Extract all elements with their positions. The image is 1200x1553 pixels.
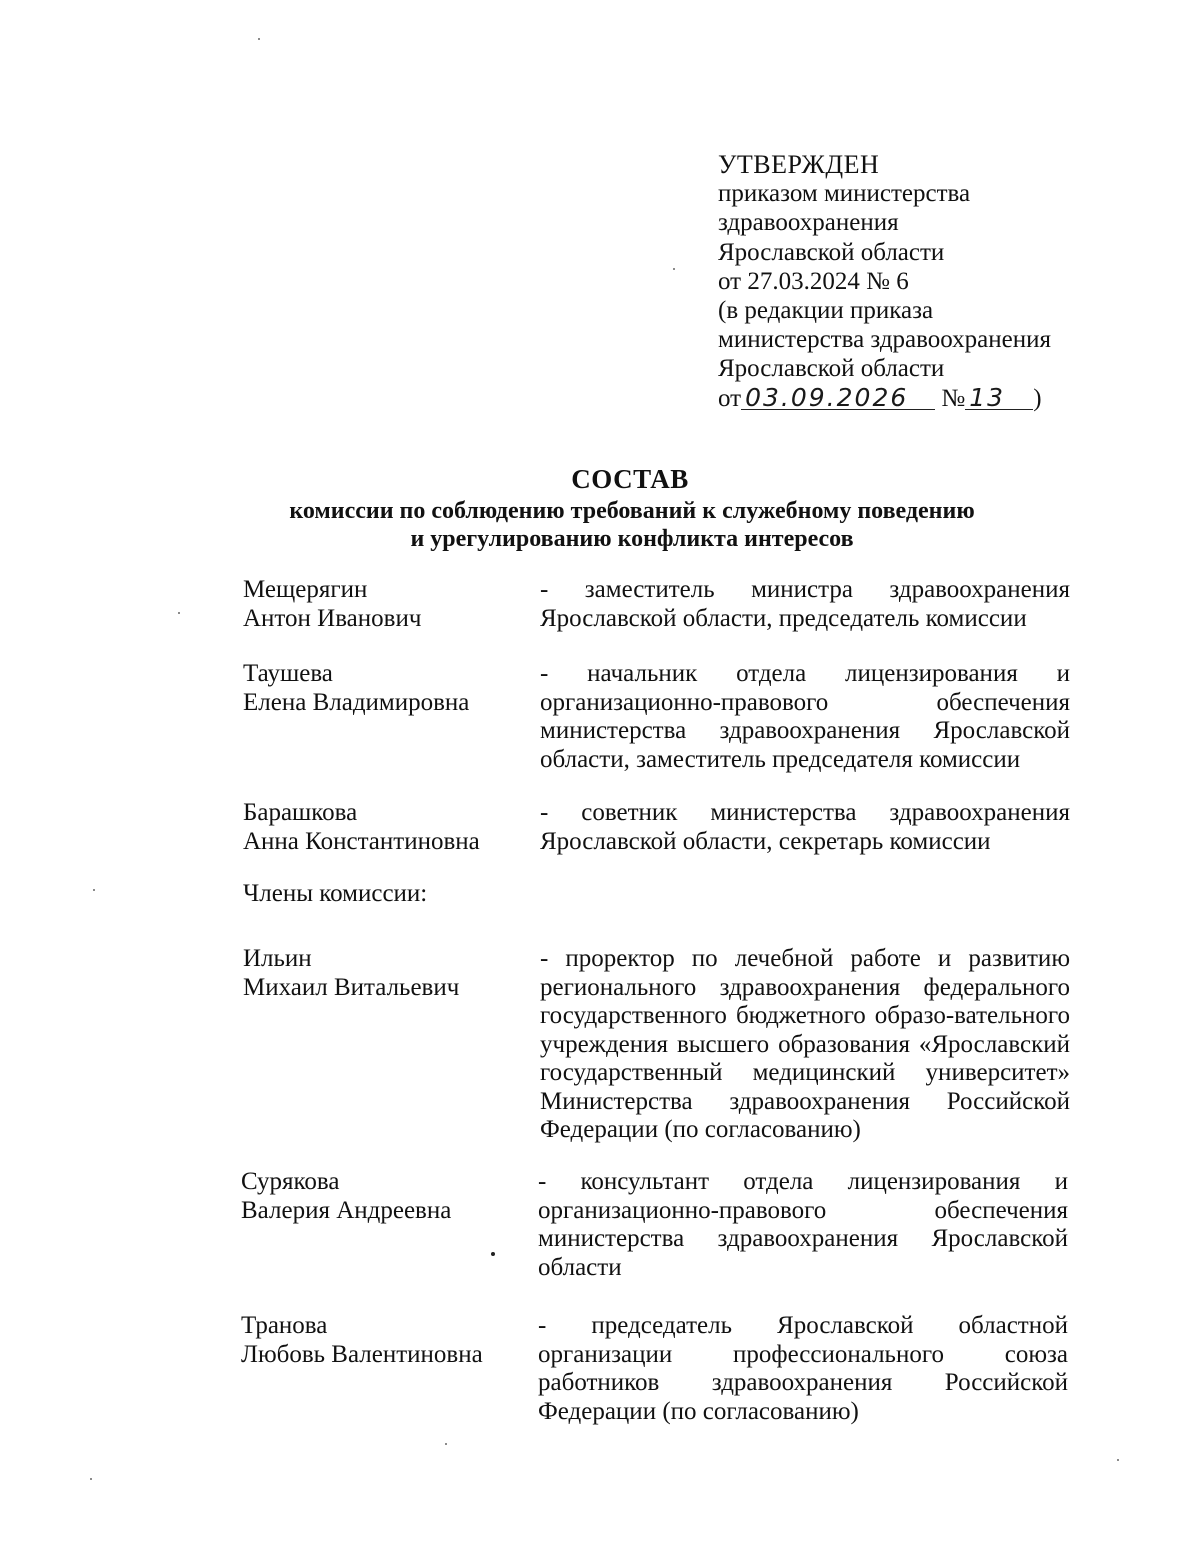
scan-speck xyxy=(178,612,180,614)
amendment-prefix: от xyxy=(718,384,742,412)
handwritten-date: 03.09.2026 xyxy=(741,387,935,410)
scan-speck xyxy=(445,1443,447,1445)
person-given-names: Валерия Андреевна xyxy=(241,1196,452,1224)
handwritten-number: 13 xyxy=(965,387,1033,410)
person-role: - председатель Ярославской областной организации профессионального союза работников здравоохранения Российской Федерации (по согласованию) xyxy=(538,1312,1068,1425)
scan-speck xyxy=(1117,1459,1119,1461)
person-surname: Сурякова xyxy=(241,1168,340,1195)
scan-speck xyxy=(90,1478,92,1480)
amendment-line xyxy=(718,384,1138,413)
approval-line-3: Ярославской области xyxy=(718,238,945,266)
person-name xyxy=(241,1168,531,1225)
approval-line-6: министерства здравоохранения xyxy=(718,326,1051,354)
approval-line-5: (в редакции приказа xyxy=(718,297,934,325)
person-role: - начальник отдела лицензирования и организационно-правового обеспечения министерства здравоохранения Ярославской области, заместитель председателя комиссии xyxy=(540,660,1070,773)
approval-title: УТВЕРЖДЕН xyxy=(718,150,880,179)
scan-speck xyxy=(491,1252,495,1256)
scan-speck xyxy=(673,268,675,270)
person-given-names: Анна Константиновна xyxy=(243,827,480,855)
person-role: - заместитель министра здравоохранения Ярославской области, председатель комиссии xyxy=(540,576,1070,632)
approval-line-1: приказом министерства xyxy=(718,180,971,208)
person-surname: Барашкова xyxy=(243,799,358,826)
approval-line-2: здравоохранения xyxy=(718,209,899,237)
person-name xyxy=(243,660,533,717)
members-label: Члены комиссии: xyxy=(243,880,428,907)
person-name xyxy=(243,945,533,1002)
person-surname: Таушева xyxy=(243,660,333,687)
approval-line-4: от 27.03.2024 № 6 xyxy=(718,267,909,295)
person-given-names: Любовь Валентиновна xyxy=(241,1340,483,1368)
person-given-names: Михаил Витальевич xyxy=(243,973,460,1001)
scan-speck xyxy=(93,889,95,891)
amendment-number-sign: № xyxy=(941,384,966,412)
person-given-names: Антон Иванович xyxy=(243,604,422,632)
scan-speck xyxy=(258,38,260,40)
person-surname: Ильин xyxy=(243,945,312,972)
document-subtitle xyxy=(0,497,1200,553)
person-name xyxy=(241,1312,531,1369)
person-role: - проректор по лечебной работе и развитию регионального здравоохранения федерального государственного бюджетного образо-вательного учреждения высшего образования «Ярославский государственный медицинский университет» Министерства здравоохранения Российской Федерации (по согласованию) xyxy=(540,945,1070,1143)
amendment-close: ) xyxy=(1033,384,1042,412)
person-role: - советник министерства здравоохранения Ярославской области, секретарь комиссии xyxy=(540,799,1070,855)
document-title: СОСТАВ xyxy=(571,464,689,494)
person-surname: Транова xyxy=(241,1312,328,1339)
subtitle-line-2: и урегулированию конфликта интересов xyxy=(410,526,854,552)
person-given-names: Елена Владимировна xyxy=(243,688,470,716)
subtitle-line-1: комиссии по соблюдению требований к служебному поведению xyxy=(289,498,975,524)
person-name xyxy=(243,576,533,633)
approval-block xyxy=(718,150,1138,413)
person-surname: Мещерягин xyxy=(243,576,368,603)
approval-line-7: Ярославской области xyxy=(718,355,945,383)
person-role: - консультант отдела лицензирования и организационно-правового обеспечения министерства здравоохранения Ярославской области xyxy=(538,1168,1068,1281)
person-name xyxy=(243,799,533,856)
